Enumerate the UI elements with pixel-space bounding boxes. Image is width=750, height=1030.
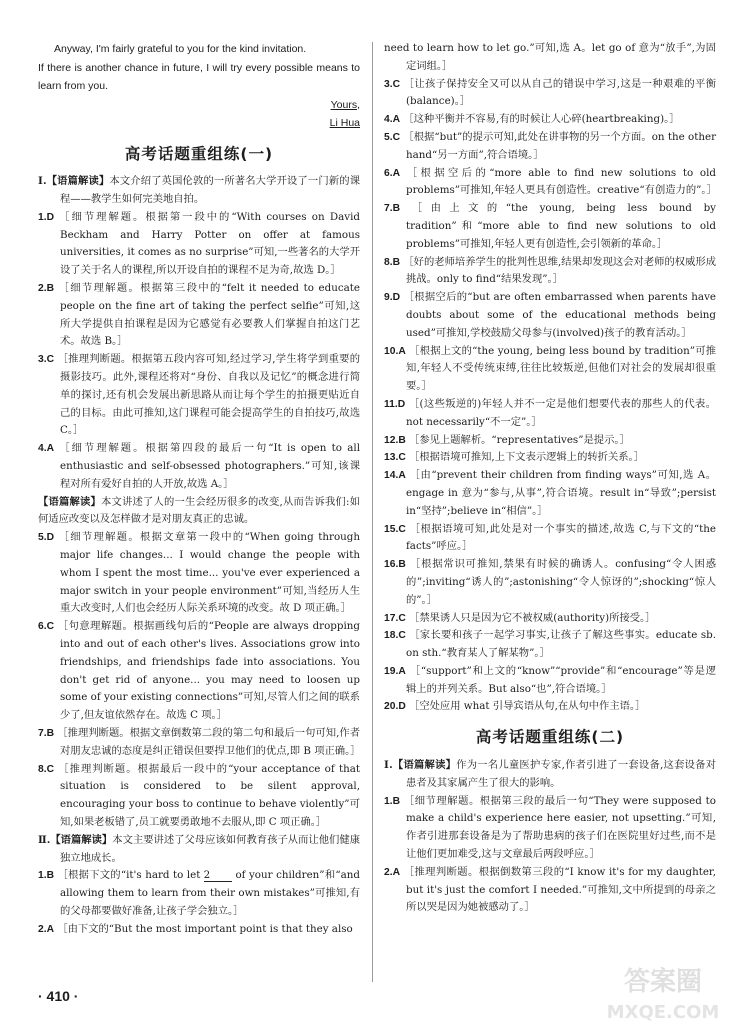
- left-column: [38, 40, 360, 939]
- answer-item: 6.A ［根据空后的“more able to find new solutions to old problems”可推知,年轻人更具有创造性。creative“有创造力的”。］: [384, 166, 717, 197]
- answer-item: 6.C ［句意理解题。根据画线句后的“People are always dropping into and out of each other's lives. Associations grow into friendships, and friendships fade into associations. You don't get rid of anyone... you may need to loosen up some of your existing connections”可知,尽管人们之间的联系少了,但友谊依然存在。故选 C 项。］: [38, 620, 361, 722]
- answer-item: 10.A ［根据上文的“the young, being less bound by tradition”可推知,年轻人不受传统束缚,往往比较叛逆,但他们对社会的发展却很重要。］: [384, 344, 716, 393]
- answer-item: 2.A ［由下文的“But the most important point is that they also: [38, 922, 353, 935]
- page-number: · 410 ·: [38, 988, 79, 1004]
- answer-item: 18.C ［家长要和孩子一起学习事实,让孩子了解这些事实。educate sb. on sth.“教育某人了解某物”。］: [384, 629, 716, 660]
- watermark-logo: [588, 958, 738, 1026]
- passage-summary-2: 【语篇解读】本文讲述了人的一生会经历很多的改变,从而告诉我们:如何适应改变以及怎样做才是对朋友真正的忠诚。: [38, 495, 360, 526]
- section-title-2: 高考话题重组练(二): [475, 728, 625, 747]
- answer-item: 5.D ［细节理解题。根据文章第一段中的“When going through major life changes... I would change the people with whom I spent the most time... you've ever experienced a major switch in your people environment”可知,当经历人生重大改变时,人们也会经历人际关系环境的改变。故 D 项正确。］: [38, 531, 360, 615]
- answer-item: 4.A ［细节理解题。根据第四段的最后一句“It is open to all enthusiastic and self-obsessed photographers.”可知,该课程对所有爱好自拍的人开放,故选 A。］: [38, 442, 361, 490]
- answer-item: 11.D ［(这些叛逆的)年轻人并不一定是他们想要代表的那些人的代表。not necessarily“不一定”。］: [384, 397, 716, 428]
- answer-item: 4.A ［这种平衡并不容易,有的时候让人心碎(heartbreaking)。］: [384, 113, 680, 126]
- letter-paragraph-1: Anyway, I'm fairly grateful to you for the kind invitation.: [54, 43, 307, 55]
- answer-item: 5.C ［根据“but”的提示可知,此处在讲事物的另一个方面。on the other hand“另一方面”,符合语境。］: [384, 130, 717, 161]
- blank-number: 2: [204, 869, 232, 882]
- answer-item: 2.A ［推理判断题。根据倒数第三段的“I know it's for my daughter, but it's just the comfort I needed.”可推知,文中所提到的母亲之所以哭是因为她被感动了。］: [384, 865, 716, 914]
- letter-signature: Li Hua: [329, 117, 360, 129]
- answer-item: 3.C ［让孩子保持安全又可以从自己的错误中学习,这是一种艰难的平衡(balance)。］: [384, 77, 716, 108]
- answer-item: 2.B ［细节理解题。根据第三段中的“felt it needed to educate people on the fine art of taking the perfect selfie”可知,这所大学提供自拍课程是因为它感觉有必要教人们掌握自拍这门艺术。故选 B。］: [38, 282, 360, 348]
- section-title-1: 高考话题重组练(一): [124, 144, 274, 163]
- answer-item: 8.C ［推理判断题。根据最后一段中的“your acceptance of that situation is considered to be silent approval, encouraging your boss to continue to behave violently”可知,如果老板错了,员工就要勇敢地不去服从,即 C 项正确。］: [38, 762, 360, 828]
- right-column: [384, 40, 716, 917]
- answer-item: 9.D ［根据空后的“but are often embarrassed when parents have doubts about some of the educational methods being used”可推知,学校鼓励父母参与(involved)孩子的教育活动。］: [384, 291, 716, 339]
- answer-item-continued: need to learn how to let go.”可知,选 A。let go of 意为“放手”,为固定词组。］: [384, 42, 716, 72]
- answer-item: 8.B ［好的老师培养学生的批判性思维,结果却发现这会对老师的权威形成挑战。only to find“结果发现”。］: [384, 255, 716, 286]
- answer-item: 1.B ［根据下文的“it's hard to let 2 of your children”和“and allowing them to learn from their own mistakes”可推知,有的父母都要做好准备,让孩子学会独立。］: [38, 869, 360, 917]
- answer-item: 7.B ［推理判断题。根据文章倒数第二段的第二句和最后一句可知,作者对朋友忠诚的态度是纠正错误但要捍卫他们的优点,即 B 项正确。］: [38, 727, 361, 757]
- answer-item: 14.A ［由“prevent their children from finding ways”可知,选 A。engage in 意为“参与,从事”,符合语境。result in“导致”;persist in“坚持”;believe in“相信”。］: [384, 469, 717, 517]
- letter-closing: Yours,: [330, 98, 360, 111]
- answer-item: 17.C ［禁果诱人只是因为它不被权威(authority)所接受。］: [384, 611, 656, 624]
- letter-paragraph-2: If there is another chance in future, I will try every possible means to learn from you.: [38, 61, 360, 92]
- answer-item: 1.D ［细节理解题。根据第一段中的“With courses on David Beckham and Harry Potter on offer at famous universities, it comes as no surprise”可知,一些著名的大学开设了关于名人的课程,所以开设自拍的课程不足为奇,故选 D。］: [38, 210, 360, 277]
- answer-item: 12.B ［参见上题解析。“representatives”是提示。］: [384, 433, 630, 446]
- answer-item: 20.D ［空处应用 what 引导宾语从句,在从句中作主语。］: [384, 700, 646, 713]
- column-divider: [372, 42, 373, 982]
- answer-item: 15.C ［根据语境可知,此处是对一个事实的描述,故选 C,与下文的“the facts”呼应。］: [384, 522, 716, 553]
- watermark-line-2: MXQE.COM: [606, 1002, 720, 1023]
- answer-item: 16.B ［根据常识可推知,禁果有时候的确诱人。confusing“令人困惑的”;inviting“诱人的”;astonishing“令人惊讶的”;shocking“惊人的”。］: [384, 558, 716, 606]
- answer-item: 7.B ［由上文的“the young, being less bound by tradition”和“more able to find new solutions to old problems”可推知,年轻人更有创造性,会引领新的革命。］: [384, 202, 716, 250]
- answer-item: 1.B ［细节理解题。根据第三段的最后一句“They were supposed to make a child's experience here easier, not upsetting.”可知,作者引进那套设备是为了帮助患病的孩子们在医院里好过些,而不是让他们更加难受,这与文章最后两段呼应。］: [384, 794, 716, 861]
- passage-summary-1: Ⅰ.【语篇解读】本文介绍了英国伦敦的一所著名大学开设了一门新的课程——教学生如何完美地自拍。: [38, 175, 361, 206]
- answer-item: 3.C ［推理判断题。根据第五段内容可知,经过学习,学生将学到重要的摄影技巧。此外,课程还将对“身份、自我以及记忆”的概念进行简单的探讨,还有机会发展出新思路从而让每个学生的拍摄更贴近自己的目标。由此可推知,这门课程可能会提高学生的自拍技巧,故选 C。］: [38, 353, 361, 437]
- watermark-line-1: 答案圈: [623, 967, 703, 997]
- answer-item: 13.C ［根据语境可推知,上下文表示逻辑上的转折关系。］: [384, 451, 644, 464]
- answer-item: 19.A ［“support”和上文的“know”“provide”和“encourage”等是逻辑上的并列关系。But also“也”,符合语境。］: [384, 664, 716, 695]
- passage-summary-4: Ⅰ.【语篇解读】作为一名儿童医护专家,作者引进了一套设备,这套设备对患者及其家属产生了很大的影响。: [384, 759, 716, 789]
- passage-summary-3: Ⅱ.【语篇解读】本文主要讲述了父母应该如何教育孩子从而让他们健康独立地成长。: [38, 833, 361, 864]
